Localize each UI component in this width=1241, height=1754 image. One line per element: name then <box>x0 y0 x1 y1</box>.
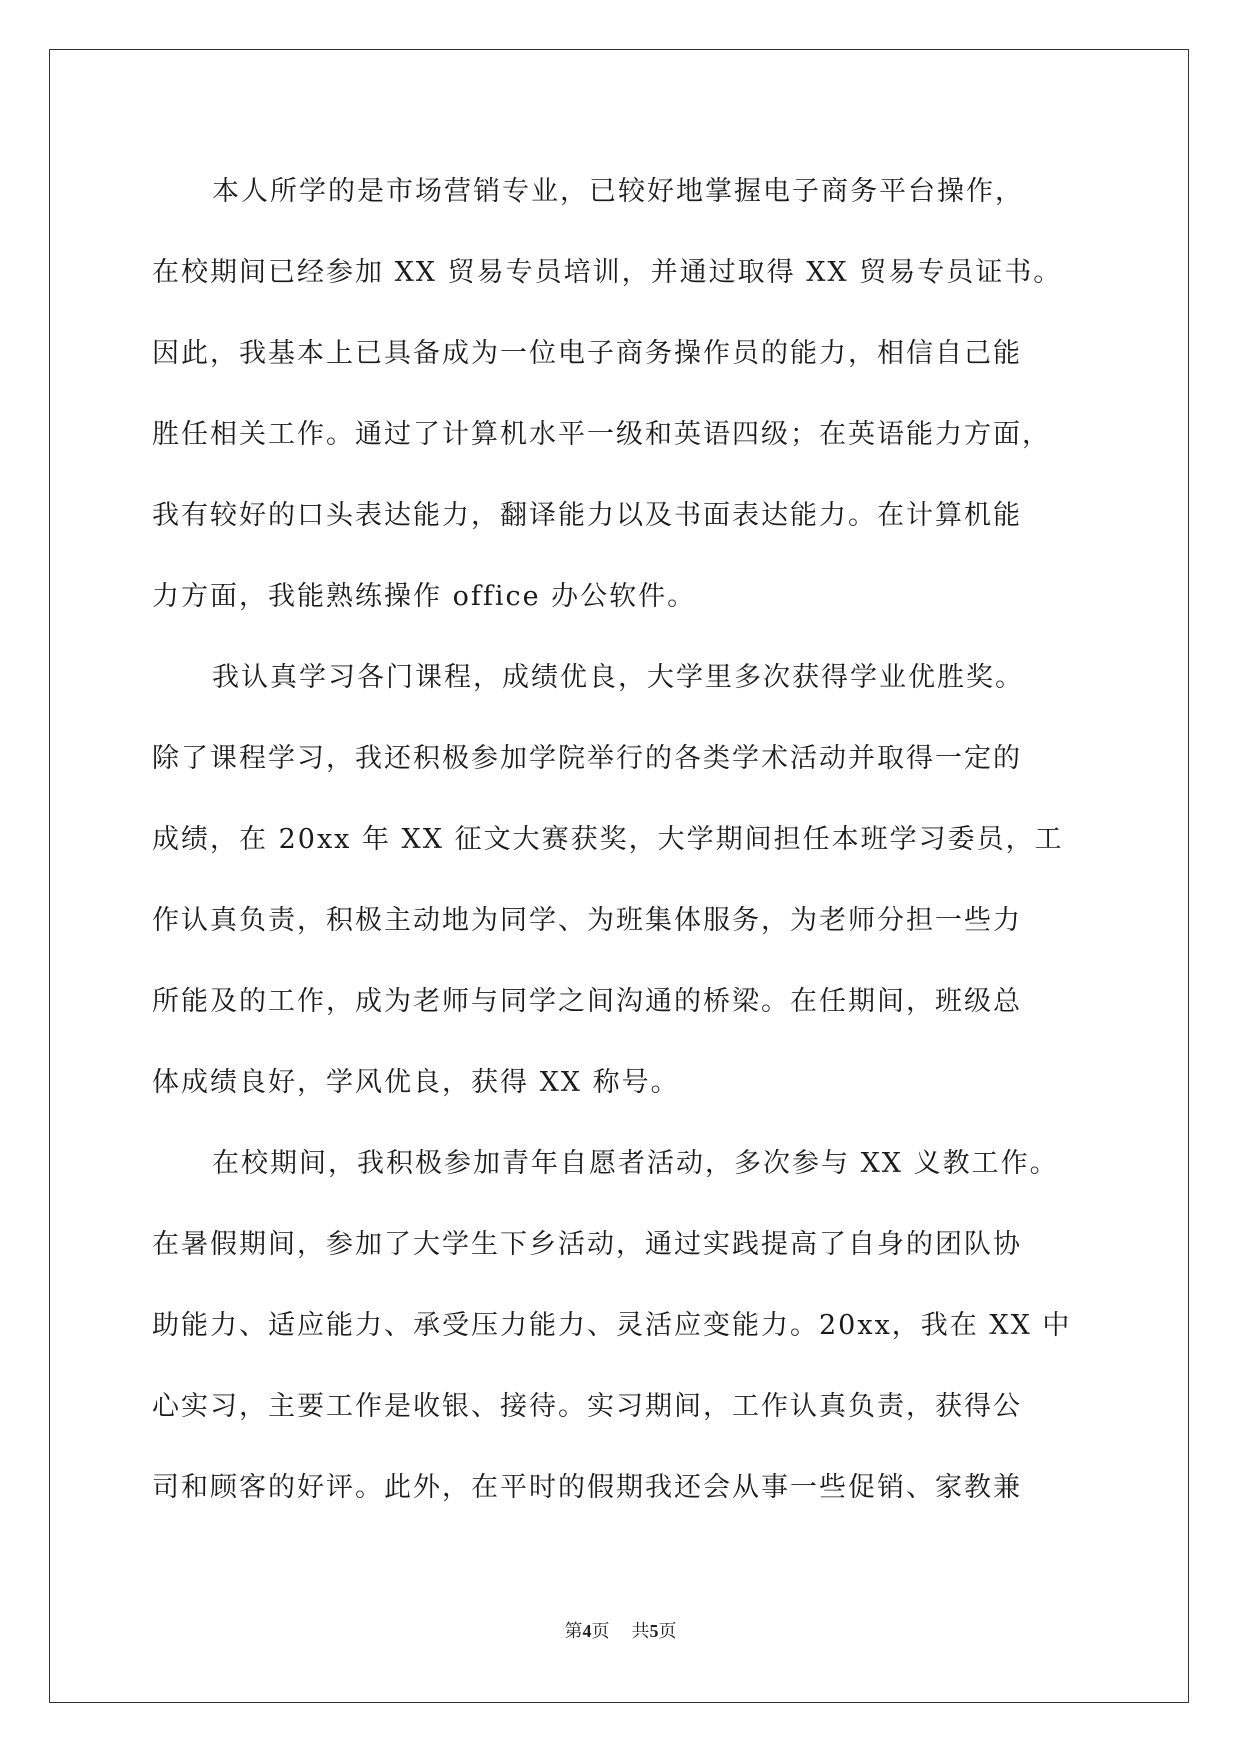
paragraph-3-line: 在暑假期间，参加了大学生下乡活动，通过实践提高了自身的团队协 <box>152 1229 1022 1260</box>
paragraph-3-line: 司和顾客的好评。此外，在平时的假期我还会从事一些促销、家教兼 <box>152 1472 1022 1503</box>
paragraph-1-line: 力方面，我能熟练操作 office 办公软件。 <box>152 581 697 612</box>
page-footer <box>0 1617 1241 1643</box>
paragraph-1-line: 在校期间已经参加 XX 贸易专员培训，并通过取得 XX 贸易专员证书。 <box>152 257 1063 288</box>
total-pages-number: 5 <box>649 1621 659 1641</box>
paragraph-1-line: 本人所学的是市场营销专业，已较好地掌握电子商务平台操作， <box>212 176 1024 207</box>
paragraph-1-line: 胜任相关工作。通过了计算机水平一级和英语四级；在英语能力方面， <box>152 419 1051 450</box>
paragraph-2-line: 作认真负责，积极主动地为同学、为班集体服务，为老师分担一些力 <box>152 905 1022 936</box>
current-page-number: 4 <box>582 1621 592 1641</box>
total-pages-prefix: 共 <box>631 1621 650 1642</box>
paragraph-3-line: 助能力、适应能力、承受压力能力、灵活应变能力。20xx，我在 XX 中 <box>152 1310 1072 1341</box>
paragraph-2-line: 所能及的工作，成为老师与同学之间沟通的桥梁。在任期间，班级总 <box>152 986 1022 1017</box>
page-number-suffix: 页 <box>591 1621 610 1642</box>
paragraph-2-line: 我认真学习各门课程，成绩优良，大学里多次获得学业优胜奖。 <box>212 662 1024 693</box>
paragraph-2-line: 成绩，在 20xx 年 XX 征文大赛获奖，大学期间担任本班学习委员，工 <box>152 824 1064 855</box>
paragraph-3-line: 在校期间，我积极参加青年自愿者活动，多次参与 XX 义教工作。 <box>212 1148 1059 1179</box>
total-pages-suffix: 页 <box>658 1621 677 1642</box>
page-number-prefix: 第 <box>564 1621 583 1642</box>
document-body <box>152 162 1092 1539</box>
paragraph-1-line: 因此，我基本上已具备成为一位电子商务操作员的能力，相信自己能 <box>152 338 1022 369</box>
paragraph-1-line: 我有较好的口头表达能力，翻译能力以及书面表达能力。在计算机能 <box>152 500 1022 531</box>
paragraph-3-line: 心实习，主要工作是收银、接待。实习期间，工作认真负责，获得公 <box>152 1391 1022 1422</box>
paragraph-2-line: 除了课程学习，我还积极参加学院举行的各类学术活动并取得一定的 <box>152 743 1022 774</box>
paragraph-2-line: 体成绩良好，学风优良，获得 XX 称号。 <box>152 1067 680 1098</box>
